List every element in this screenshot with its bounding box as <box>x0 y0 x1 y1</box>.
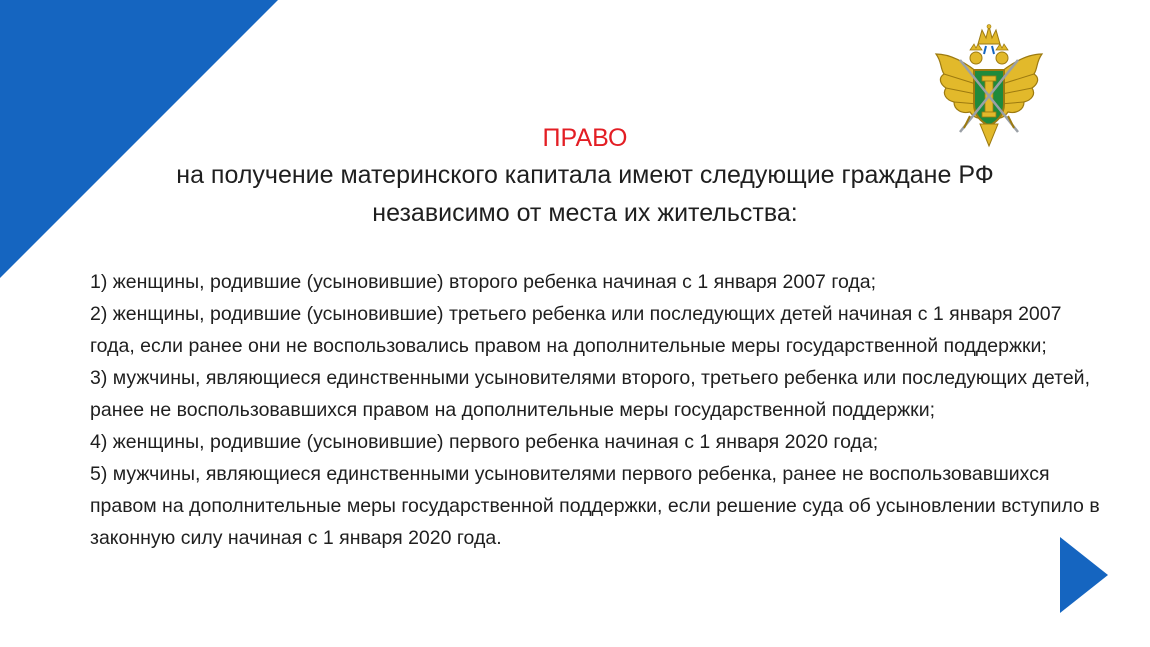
title-block <box>40 120 1130 232</box>
title-line-2: независимо от места их жительства: <box>372 199 798 227</box>
title-keyword: ПРАВО <box>542 124 628 152</box>
list-item: 1) женщины, родившие (усыновившие) второго ребенка начиная с 1 января 2007 года; <box>90 271 877 293</box>
eligibility-list <box>90 266 1100 554</box>
list-item: 3) мужчины, являющиеся единственными усыновителями второго, третьего ребенка или последующих детей, ранее не воспользовавшихся правом на дополнительные меры государственной поддержки; <box>90 367 1090 421</box>
list-item: 5) мужчины, являющиеся единственными усыновителями первого ребенка, ранее не воспользовавшихся правом на дополнительные меры государственной поддержки, если решение суда об усыновлении вступило в законную силу начиная с 1 января 2020 года. <box>90 463 1100 549</box>
list-item: 2) женщины, родившие (усыновившие) третьего ребенка или последующих детей начиная с 1 января 2007 года, если ранее они не воспользовались правом на дополнительные меры государственной поддержки; <box>90 303 1062 357</box>
play-arrow-icon <box>1060 537 1108 613</box>
next-slide-button[interactable] <box>1060 537 1108 613</box>
list-item: 4) женщины, родившие (усыновившие) первого ребенка начиная с 1 января 2020 года; <box>90 431 879 453</box>
title-line-1: на получение материнского капитала имеют следующие граждане РФ <box>176 161 994 189</box>
